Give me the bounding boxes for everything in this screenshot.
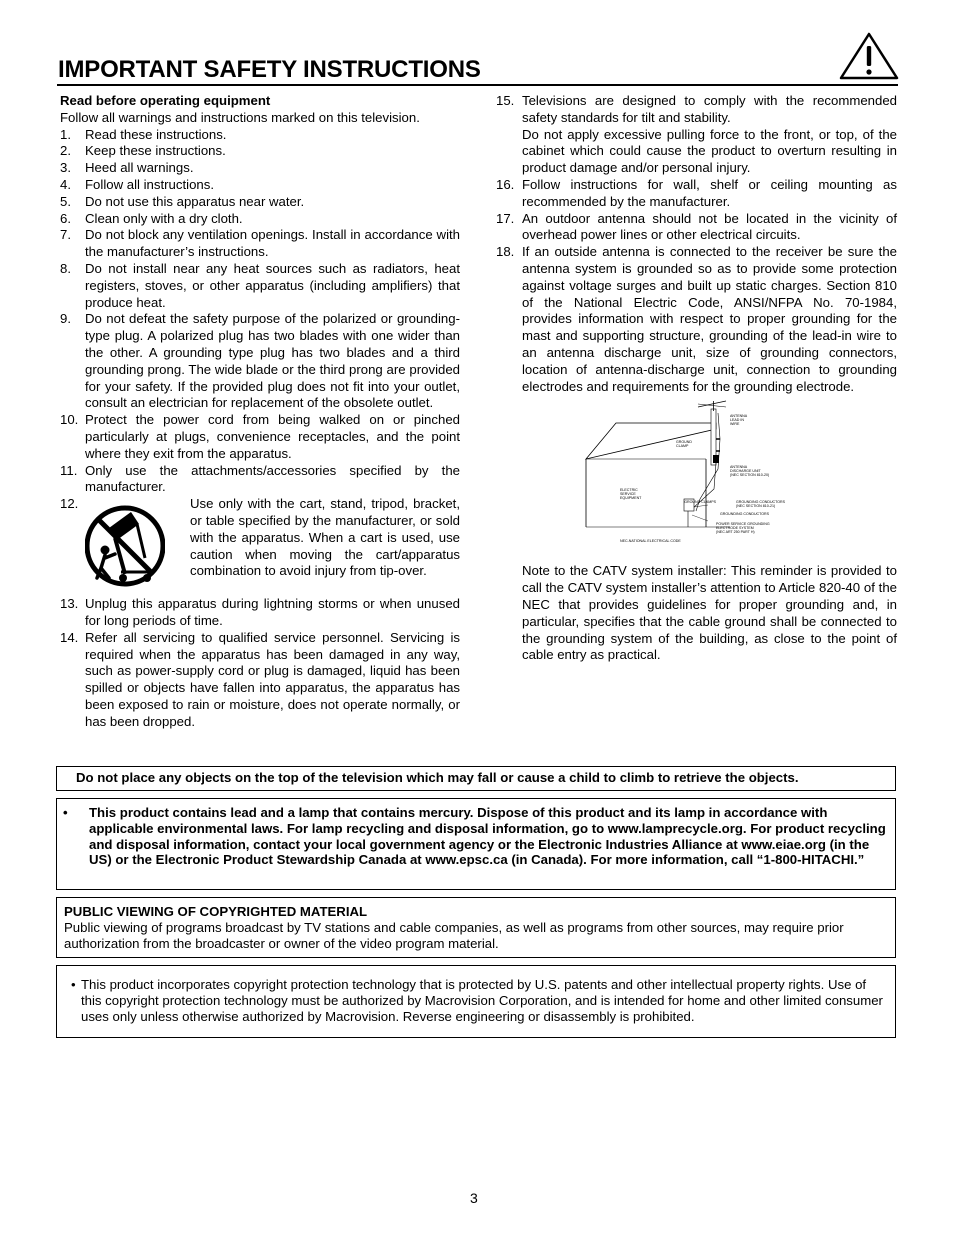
list-item [60, 177, 460, 194]
item-number [496, 127, 522, 177]
label-ground-clamps: GROUND CLAMPS [684, 500, 716, 505]
label-antenna: ANTENNA LEAD IN WIRE [730, 414, 748, 427]
item-text: If an outside antenna is connected to the receiver be sure the antenna system is grounded so as to provide some protection against voltage surges and built up static charges. Section 810 of the National Electric Code, ANSI/NFPA No. 70-1984, provides information with respect to proper grounding for the mast and supporting structure, grounding of the lead-in wire to an antenna discharge unit, size of grounding connectors, location of antenna-discharge unit, connection to grounding electrodes and requirements for the grounding electrode. [522, 244, 897, 394]
item-number: 5. [60, 193, 71, 209]
page-number: 3 [470, 1190, 478, 1206]
item-number: 4. [60, 176, 71, 192]
cart-tipover-icon [85, 496, 190, 596]
list-item [60, 211, 460, 228]
label-power-service: POWER SERVICE GROUNDING ELECTRODE SYSTEM (NEC ART 250 PART H) [716, 522, 770, 535]
item-number: 3. [60, 160, 71, 176]
list-item [496, 244, 897, 395]
item-number: 18. [496, 244, 515, 260]
label-conductors: GROUNDING CONDUCTORS (NEC SECTION 810-21) [736, 500, 786, 509]
item-number: 14. [60, 629, 79, 645]
label-service: ELECTRIC SERVICE EQUIPMENT [620, 488, 642, 501]
bullet: • [63, 805, 68, 820]
item-number: 17. [496, 210, 515, 226]
left-column [60, 93, 460, 731]
item-text: Use only with the cart, stand, tripod, bracket, or table specified by the manufacturer, or sold with the apparatus. When a cart is used, use caution when moving the cart/apparatus combination to avoid injury from tip-over. [190, 496, 460, 579]
item-text: Televisions are designed to comply with the recommended safety standards for tilt and stability. [522, 93, 897, 125]
notice-box-disposal [56, 798, 896, 890]
list-item [60, 127, 460, 144]
item-text: Follow all instructions. [85, 176, 214, 192]
item-text: Do not apply excessive pulling force to the front, or top, of the cabinet which could cause the product to overturn resulting in product damage and/or personal injury. [522, 126, 897, 176]
disposal-text: This product contains lead and a lamp that contains mercury. Dispose of this product and its lamp in accordance with applicable environmental laws. For lamp recycling and disposal information, go to www.lamprecycle.org. For product recycling and disposal information, contact your local government agency or the Electronic Industries Alliance at www.eiae.org (in the US) or the Electronic Product Stewardship Canada at www.epsc.ca (in Canada). For more information, call “1-800-HITACHI.” [89, 805, 886, 868]
item-number: 13. [60, 596, 79, 612]
item-number: 8. [60, 260, 71, 276]
list-item [60, 596, 460, 630]
list-item [496, 127, 897, 177]
item-text: Protect the power cord from being walked on or pinched particularly at plugs, convenience receptacles, and the point where they exit from the apparatus. [85, 412, 460, 461]
label-grounding-conductors: GROUNDING CONDUCTORS [720, 512, 770, 517]
list-item-cart [60, 496, 460, 596]
item-text: Do not defeat the safety purpose of the polarized or grounding-type plug. A polarized plug has two blades with one wider than the other. A grounding type plug has two blades and a third grounding prong. The wide blade or the third prong are provided for your safety. If the provided plug does not fit into your outlet, consult an electrician for replacement of the obsolete outlet. [85, 311, 460, 411]
roof-outline [586, 423, 716, 459]
item-number: 10. [60, 412, 79, 428]
label-ground-clamp: GROUND CLAMP [676, 440, 692, 449]
item-text: Only use the attachments/accessories specified by the manufacturer. [85, 462, 460, 495]
discharge-unit [713, 455, 719, 463]
label-discharge: ANTENNA DISCHARGE UNIT (NEC SECTION 810-20) [730, 465, 770, 478]
item-text: Do not use this apparatus near water. [85, 193, 305, 209]
item-text: Do not install near any heat sources such as radiators, heat registers, stoves, or other apparatus (including amplifiers) that produce heat. [85, 260, 460, 310]
item-text: Follow instructions for wall, shelf or ceiling mounting as recommended by the manufacturer. [522, 176, 897, 209]
page-title: IMPORTANT SAFETY INSTRUCTIONS [58, 56, 481, 83]
intro-text: Follow all warnings and instructions marked on this television. [60, 109, 420, 125]
antenna-grounding-diagram [580, 399, 790, 549]
section-heading: Read before operating equipment [60, 93, 271, 108]
list-item [60, 160, 460, 177]
item-number: 16. [496, 176, 515, 192]
item-number: 6. [60, 210, 71, 226]
item-number: 12. [60, 496, 79, 512]
notice-box-macrovision [56, 965, 896, 1038]
list-item [60, 143, 460, 160]
item-number: 7. [60, 227, 71, 243]
item-number: 1. [60, 126, 71, 142]
copyright-text: Public viewing of programs broadcast by TV stations and cable companies, as well as programs from other sources, may require prior authorization from the broadcaster or owner of the video program material. [64, 919, 844, 951]
item-text: Do not block any ventilation openings. Install in accordance with the manufacturer’s instructions. [85, 227, 460, 260]
list-item [496, 177, 897, 211]
item-text: Heed all warnings. [85, 160, 194, 176]
bullet: • [71, 977, 76, 992]
notice-box-objects: Do not place any objects on the top of the television which may fall or cause a child to climb to retrieve the objects. [56, 766, 896, 791]
catv-note: Note to the CATV system installer: This reminder is provided to call the CATV system installer’s attention to Article 820-40 of the NEC that provides guidelines for proper grounding and, in particular, specifies that the cable ground shall be connected to the grounding system of the building, as close to the point of cable entry as practical. [522, 563, 897, 663]
list-item [60, 227, 460, 261]
item-text: Keep these instructions. [85, 143, 226, 159]
label-nec: NEC-NATIONAL ELECTRICAL CODE [620, 539, 681, 544]
item-number: 2. [60, 143, 71, 159]
item-text: An outdoor antenna should not be located in the vicinity of overhead power lines or other electrical circuits. [522, 210, 897, 243]
list-item [60, 412, 460, 462]
item-number: 15. [496, 93, 515, 108]
macrovision-text: This product incorporates copyright protection technology that is protected by U.S. patents and other intellectual property rights. Use of this copyright protection technology must be authorized by Macrovision Corporation, and is intended for home and other limited consumer uses only unless otherwise authorized by Macrovision. Reverse engineering or disassembly is prohibited. [81, 977, 883, 1024]
item-text: Read these instructions. [85, 126, 227, 142]
title-rule [57, 84, 898, 86]
warning-triangle-icon [838, 31, 900, 81]
list-item [60, 463, 460, 497]
item-number: 11. [60, 462, 78, 478]
copyright-heading: PUBLIC VIEWING OF COPYRIGHTED MATERIAL [64, 904, 368, 919]
list-item [496, 211, 897, 245]
list-item [60, 630, 460, 731]
item-text: Refer all servicing to qualified service personnel. Servicing is required when the apparatus has been damaged in any way, such as power-supply cord or plug is damaged, liquid has been spilled or objects have fallen into apparatus, the apparatus has been exposed to rain or moisture, does not operate normally, or has been dropped. [85, 629, 460, 729]
list-item [496, 93, 897, 127]
list-item [60, 261, 460, 311]
list-item [60, 194, 460, 211]
right-column [496, 93, 897, 664]
notice-box-copyright [56, 897, 896, 958]
list-item [60, 311, 460, 412]
item-number: 9. [60, 311, 71, 327]
item-text: Unplug this apparatus during lightning storms or when unused for long periods of time. [85, 596, 460, 628]
item-text: Clean only with a dry cloth. [85, 210, 243, 226]
